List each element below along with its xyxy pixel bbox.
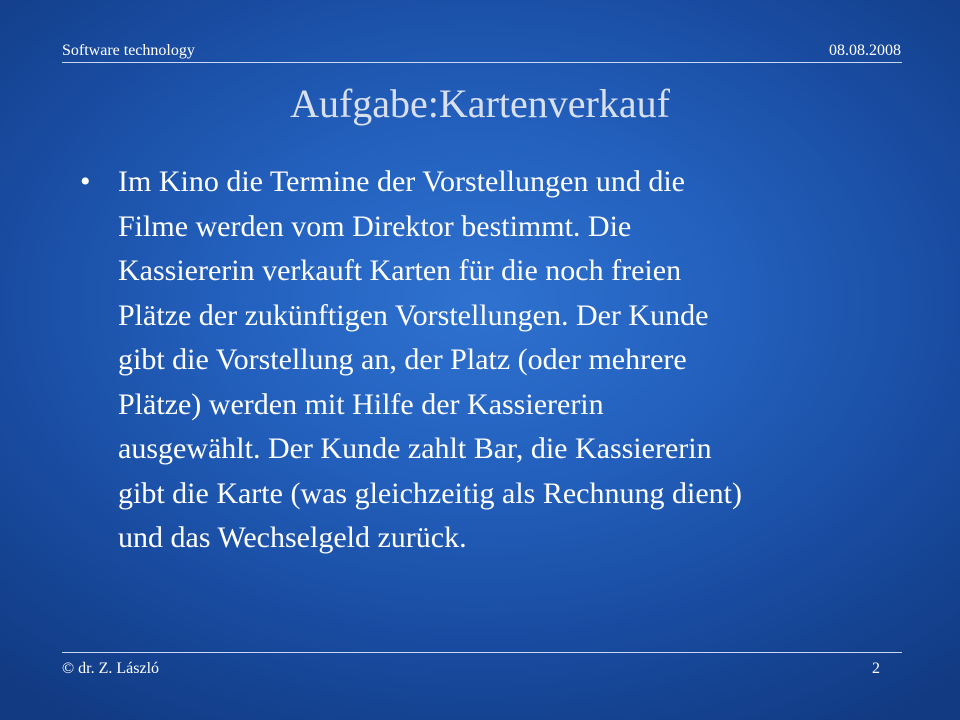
body-line: gibt die Vorstellung an, der Platz (oder mehrere [118,343,687,376]
body-line: Plätze der zukünftigen Vorstellungen. Der Kunde [118,298,709,332]
footer-divider [62,652,902,653]
slide-title: Aufgabe:Kartenverkauf [290,81,670,126]
header-divider [62,62,902,63]
bullet-icon: • [80,165,91,198]
footer-author: © dr. Z. László [62,660,160,677]
header-course-name: Software technology [62,42,195,59]
slide-header [62,40,902,62]
header-date: 08.08.2008 [829,42,901,59]
slide-footer [62,658,902,680]
bullet-paragraph [118,160,910,561]
body-line: Filme werden vom Direktor bestimmt. Die [118,209,632,243]
body-line: Kassiererin verkauft Karten für die noch freien [118,254,682,287]
body-line: Plätze) werden mit Hilfe der Kassiererin [118,387,604,421]
page-number: 2 [872,660,880,677]
body-line: und das Wechselgeld zurück. [118,521,467,554]
body-line: gibt die Karte (was gleichzeitig als Rechnung dient) [118,476,742,510]
body-line: ausgewählt. Der Kunde zahlt Bar, die Kassiererin [118,432,712,465]
body-line: Im Kino die Termine der Vorstellungen und die [118,165,685,198]
